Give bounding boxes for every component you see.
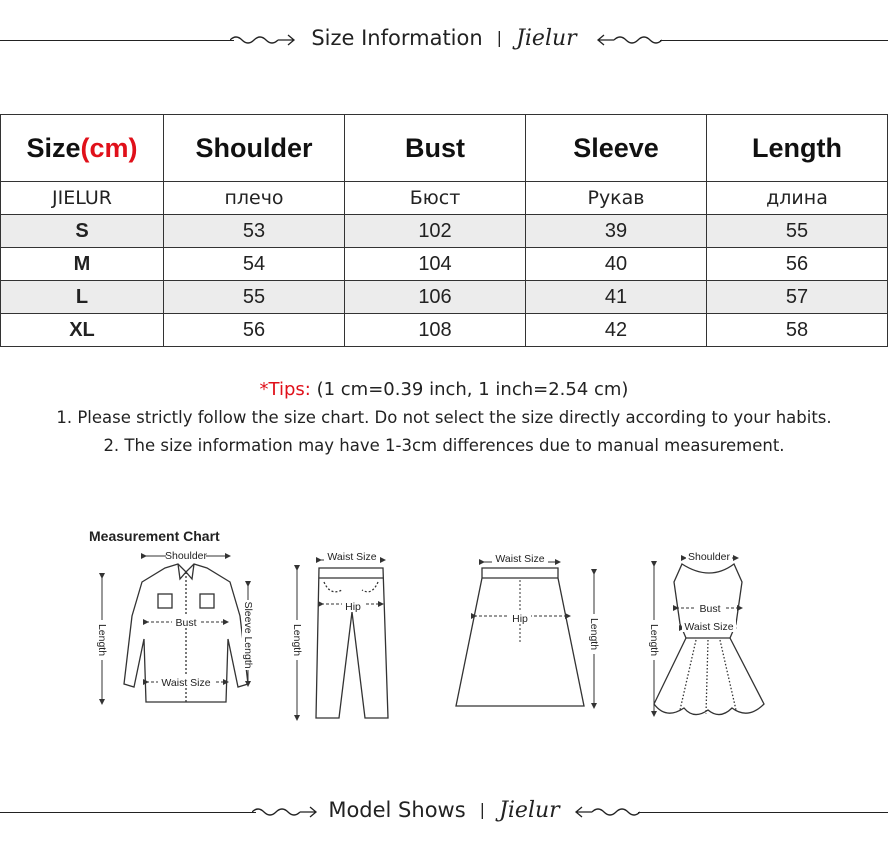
tips-label: *Tips:	[259, 379, 311, 400]
cell-length: 55	[707, 215, 888, 248]
subheader-bust: Бюст	[345, 182, 526, 215]
pants-icon	[316, 568, 388, 718]
cell-length: 56	[707, 248, 888, 281]
header-line-right	[638, 812, 888, 813]
dress-icon	[654, 564, 764, 715]
header-line-right	[660, 40, 888, 41]
shirt-waist-label: Waist Size	[161, 677, 211, 689]
cell-shoulder: 54	[164, 248, 345, 281]
shirt-length-label: Length	[96, 623, 108, 657]
header-length: Length	[707, 115, 888, 182]
shirt-shoulder-label: Shoulder	[164, 550, 208, 562]
cell-sleeve: 42	[526, 314, 707, 347]
dress-shoulder-label: Shoulder	[687, 551, 731, 563]
cell-bust: 104	[345, 248, 526, 281]
size-information-header	[0, 20, 888, 60]
table-row	[1, 314, 888, 347]
header-brand: Jielur	[516, 26, 577, 51]
cell-length: 57	[707, 281, 888, 314]
cell-bust: 102	[345, 215, 526, 248]
header-brand: Jielur	[499, 798, 560, 823]
cell-bust: 108	[345, 314, 526, 347]
pants-hip-label: Hip	[345, 601, 361, 613]
model-shows-header	[0, 792, 888, 832]
shirt-bust-label: Bust	[175, 617, 197, 629]
cell-shoulder: 56	[164, 314, 345, 347]
header-bust: Bust	[345, 115, 526, 182]
measurement-chart	[80, 524, 780, 724]
table-row	[1, 281, 888, 314]
cell-size: S	[1, 215, 164, 248]
tips-section	[0, 376, 888, 460]
subheader-size: JIELUR	[1, 182, 164, 215]
cell-shoulder: 55	[164, 281, 345, 314]
subheader-length: длина	[707, 182, 888, 215]
table-row	[1, 215, 888, 248]
subheader-sleeve: Рукав	[526, 182, 707, 215]
cell-sleeve: 39	[526, 215, 707, 248]
header-title: Model Shows	[328, 798, 466, 822]
skirt-length-label: Length	[588, 617, 600, 651]
measurement-illustrations	[80, 524, 780, 724]
cell-sleeve: 41	[526, 281, 707, 314]
header-title: Size Information	[311, 26, 483, 50]
dress-bust-label: Bust	[699, 603, 721, 615]
table-header-row	[1, 115, 888, 182]
header-sleeve: Sleeve	[526, 115, 707, 182]
header-shoulder: Shoulder	[164, 115, 345, 182]
header-size: Size(cm)	[1, 115, 164, 182]
arrow-left-icon	[570, 802, 640, 822]
header-size-unit: (cm)	[80, 132, 138, 163]
chart-title: Measurement Chart	[89, 528, 220, 544]
cell-size: L	[1, 281, 164, 314]
arrow-left-icon	[592, 30, 662, 50]
cell-shoulder: 53	[164, 215, 345, 248]
skirt-hip-label: Hip	[512, 613, 528, 625]
pants-length-label: Length	[291, 623, 303, 657]
tips-line-1: 1. Please strictly follow the size chart. Do not select the size directly according to your habits.	[56, 408, 832, 427]
table-subheader-row	[1, 182, 888, 215]
cell-length: 58	[707, 314, 888, 347]
table-row	[1, 248, 888, 281]
cell-bust: 106	[345, 281, 526, 314]
subheader-shoulder: плечо	[164, 182, 345, 215]
pants-waist-label: Waist Size	[327, 551, 377, 563]
tips-conversion: (1 cm=0.39 inch, 1 inch=2.54 cm)	[310, 379, 629, 400]
shirt-sleeve-label: Sleeve Length	[242, 601, 254, 669]
dress-length-label: Length	[648, 623, 660, 657]
dress-waist-label: Waist Size	[684, 621, 734, 633]
cell-size: XL	[1, 314, 164, 347]
cell-sleeve: 40	[526, 248, 707, 281]
header-separator: |	[479, 800, 486, 819]
skirt-waist-label: Waist Size	[495, 553, 545, 565]
cell-size: M	[1, 248, 164, 281]
tips-line-2: 2. The size information may have 1-3cm differences due to manual measurement.	[103, 436, 785, 455]
size-table	[0, 114, 888, 347]
header-separator: |	[496, 28, 503, 47]
